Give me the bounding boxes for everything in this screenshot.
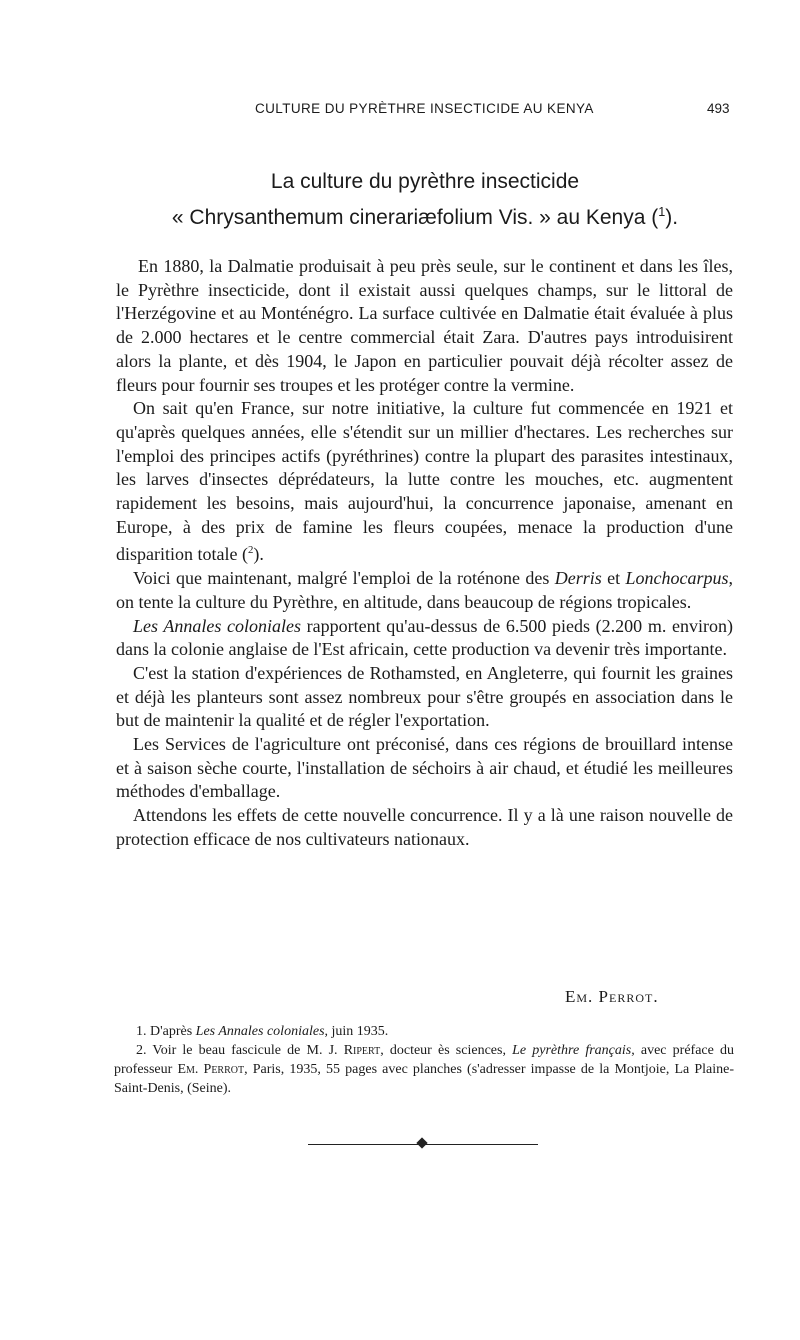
paragraph-5: C'est la station d'expériences de Rothamsted, en Angleterre, qui fournit les graines et déjà les planteurs sont assez nombreux pour s'être groupés en association dans le but de maintenir la qualité et de régler l'exportation. [116,662,733,731]
author-name: Em. Perrot. [565,987,659,1006]
article-title [100,167,750,233]
footnotes [114,1022,734,1098]
page-number: 493 [707,101,730,116]
annales-coloniales-italic: Les Annales coloniales [133,615,301,636]
paragraph-2-note-ref: 2 [247,544,254,557]
paragraph-4 [116,615,733,662]
title-line-2-text: « Chrysanthemum cinerariæfolium Vis. » au Kenya ( [171,206,659,229]
paragraph-3-text-a: Voici que maintenant, malgré l'emploi de la roténone des [133,568,555,589]
title-line-2-end: ). [665,206,679,229]
footnote-2-b: , docteur ès sciences, [380,1043,513,1058]
footnote-2 [114,1041,734,1098]
article-body [116,255,733,852]
author-signature [565,987,659,1007]
paragraph-3-text-c: , on tente la culture du Pyrèthre, en altitude, dans beaucoup de régions tropicales. [116,568,733,612]
paragraph-2-end: ). [253,544,264,565]
footnote-1-b: , juin 1935. [324,1024,389,1039]
footnote-2-c: , avec préface du professeur [114,1043,734,1077]
paragraph-2 [116,397,733,567]
paragraph-2-text: On sait qu'en France, sur notre initiative, la culture fut commencée en 1921 et qu'après quelques années, elle s'étendit sur un millier d'hectares. Les recherches sur l'emploi des principes actifs (pyréthrines) contre la plupart des parasites intestinaux, les larves d'insectes déprédateurs, la lutte contre les mouches, etc. augmentent rapidement les besoins, mais aujourd'hui, la concurrence japonaise, amenant en Europe, à des prix de famine les fleurs coupées, menace la production d'une disparition totale ( [116,398,733,565]
paragraph-7: Attendons les effets de cette nouvelle concurrence. Il y a là une raison nouvelle de protection efficace de nos cultivateurs nationaux. [116,805,733,849]
title-note-ref: 1 [658,205,666,219]
end-ornament-diamond-icon [416,1137,427,1148]
paragraph-1: En 1880, la Dalmatie produisait à peu près seule, sur le continent et dans les îles, le Pyrèthre insecticide, dont il existait aussi quelques champs, sur le littoral de l'Herzégovine et au Monténégro. La surface cultivée en Dalmatie était évaluée à plus de 2.000 hectares et le centre commercial était Zara. D'autres pays introduisirent alors la plante, et dès 1904, le Japon en particulier pouvait déjà récolter assez de fleurs pour fournir ses troupes et les protéger contre la vermine. [116,256,733,395]
footnote-1 [114,1022,734,1041]
paragraph-3 [116,567,733,614]
title-line-1: La culture du pyrèthre insecticide [270,170,580,193]
paragraph-4-text: rapportent qu'au-dessus de 6.500 pieds (2.200 m. environ) dans la colonie anglaise de l'Est africain, cette production va devenir très importante. [116,615,733,660]
running-head: CULTURE DU PYRÈTHRE INSECTICIDE AU KENYA [255,101,594,116]
footnote-1-italic: Les Annales coloniales [195,1024,325,1039]
footnote-1-a: 1. D'après [136,1024,196,1039]
footnote-2-italic: Le pyrèthre français [512,1043,632,1058]
paragraph-6: Les Services de l'agriculture ont préconisé, dans ces régions de brouillard intense et à saison sèche courte, l'installation de séchoirs à air chaud, et étudié les meilleures méthodes d'emballage. [116,734,733,802]
footnote-2-d: , Paris, 1935, 55 pages avec planches (s'adresser impasse de la Montjoie, La Plaine-Saint-Denis, (Seine). [114,1062,735,1096]
footnote-2-perrot: Em. Perrot [177,1062,245,1077]
derris-italic: Derris [554,568,602,589]
footnote-2-a: 2. Voir le beau fascicule de M. J. [136,1043,344,1058]
paragraph-3-text-b: et [601,568,626,589]
footnote-2-ripert: Ripert [343,1043,381,1058]
lonchocarpus-italic: Lonchocarpus [625,568,729,589]
title-line-2 [100,197,750,233]
